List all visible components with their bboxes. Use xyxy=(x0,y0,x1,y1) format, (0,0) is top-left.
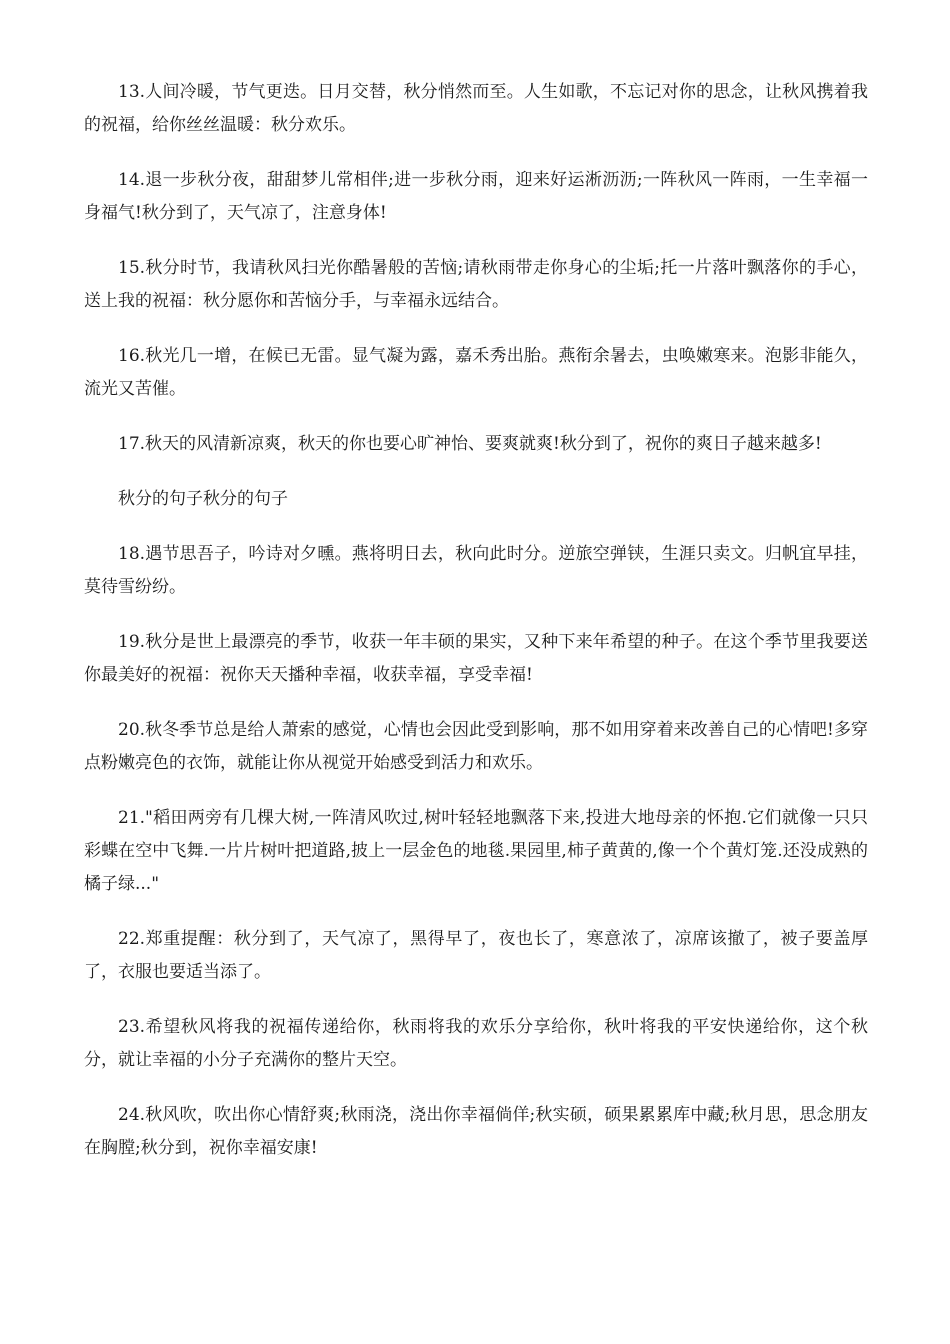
paragraph-17: 17.秋天的风清新凉爽，秋天的你也要心旷神怡、要爽就爽!秋分到了，祝你的爽日子越来越多! xyxy=(118,434,822,454)
paragraph-16: 16.秋光几一增，在候已无雷。显气凝为露，嘉禾秀出胎。燕衔余暑去，虫唤嫩寒来。泡影非能久，流光又苦催。 xyxy=(84,346,868,399)
paragraph-22: 22.郑重提醒：秋分到了，天气凉了，黑得早了，夜也长了，寒意浓了，凉席该撤了，被子要盖厚了，衣服也要适当添了。 xyxy=(84,929,868,982)
paragraph-21: 21."稻田两旁有几棵大树,一阵清风吹过,树叶轻轻地飘落下来,投进大地母亲的怀抱.它们就像一只只彩蝶在空中飞舞.一片片树叶把道路,披上一层金色的地毯.果园里,柿子黄黄的,像一个个黄灯笼.还没成熟的橘子绿..." xyxy=(84,808,868,894)
paragraph-20: 20.秋冬季节总是给人萧索的感觉，心情也会因此受到影响，那不如用穿着来改善自己的心情吧!多穿点粉嫩亮色的衣饰，就能让你从视觉开始感受到活力和欢乐。 xyxy=(84,720,868,773)
paragraph-13: 13.人间冷暖，节气更迭。日月交替，秋分悄然而至。人生如歌，不忘记对你的思念，让秋风携着我的祝福，给你丝丝温暖：秋分欢乐。 xyxy=(84,82,868,135)
document-body xyxy=(84,76,868,1187)
paragraph-18: 18.遇节思吾子，吟诗对夕曛。燕将明日去，秋向此时分。逆旅空弹铗，生涯只卖文。归帆宜早挂，莫待雪纷纷。 xyxy=(84,544,868,597)
section-heading: 秋分的句子秋分的句子 xyxy=(118,489,288,509)
paragraph-23: 23.希望秋风将我的祝福传递给你，秋雨将我的欢乐分享给你，秋叶将我的平安快递给你，这个秋分，就让幸福的小分子充满你的整片天空。 xyxy=(84,1017,868,1070)
paragraph-14: 14.退一步秋分夜，甜甜梦儿常相伴;进一步秋分雨，迎来好运淅沥沥;一阵秋风一阵雨，一生幸福一身福气!秋分到了，天气凉了，注意身体! xyxy=(84,170,868,223)
paragraph-15: 15.秋分时节，我请秋风扫光你酷暑般的苦恼;请秋雨带走你身心的尘垢;托一片落叶飘落你的手心，送上我的祝福：秋分愿你和苦恼分手，与幸福永远结合。 xyxy=(84,258,868,311)
paragraph-19: 19.秋分是世上最漂亮的季节，收获一年丰硕的果实，又种下来年希望的种子。在这个季节里我要送你最美好的祝福：祝你天天播种幸福，收获幸福，享受幸福! xyxy=(84,632,868,685)
paragraph-24: 24.秋风吹，吹出你心情舒爽;秋雨浇，浇出你幸福倘佯;秋实硕，硕果累累库中藏;秋月思，思念朋友在胸膛;秋分到，祝你幸福安康! xyxy=(84,1105,868,1158)
